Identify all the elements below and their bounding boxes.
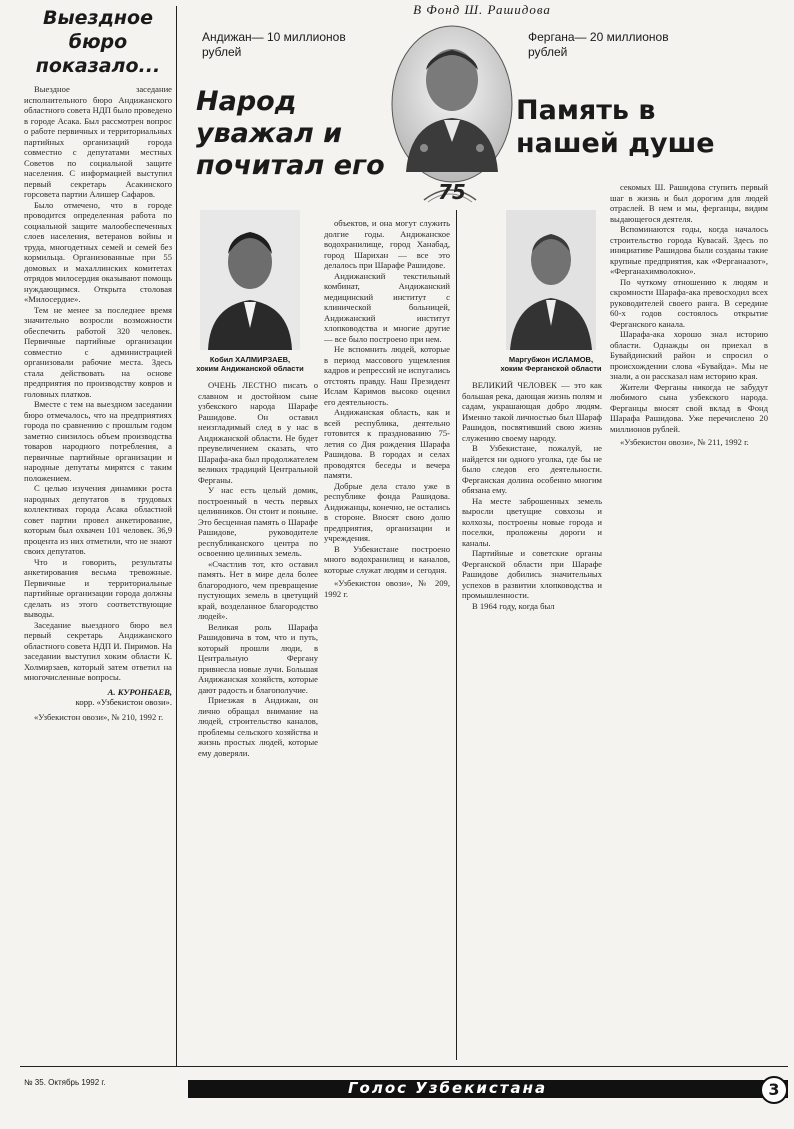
paragraph: На месте заброшенных земель выросли цветущие совхозы и колхозы, построены новые города и поселки, проложены дороги и каналы. — [462, 495, 602, 548]
headline-right: Память в нашей душе — [516, 95, 715, 159]
paragraph: В Узбекистане, пожалуй, не найдется ни одного уголка, где бы не было следов его деятельности. Ферганская долина особенно многим обязана ему. — [462, 443, 602, 495]
medal-number: 75 — [438, 180, 466, 204]
paragraph: Вместе с тем на выездном заседании бюро отмечалось, что на предприятиях города по сравнению с прошлым годом заметно снизилось объем производства товаров народного потребления, а первичные партийные организации и народные депутаты мирятся с таким положением. — [24, 399, 172, 483]
paragraph: ОЧЕНЬ ЛЕСТНО писать о славном и достойном сыне узбекского народа Шарафе Рашидове. Он оставил неизгладимый след в у нас в Андижанской области. Не будет преувеличением сказать, что Шарафа-ака был продолжателем великих традиций Центральной Ферганы. — [198, 380, 318, 485]
halmirzaev-photo — [200, 210, 300, 350]
fund-banner: В Фонд Ш. Рашидова — [413, 2, 551, 17]
caption-right — [494, 355, 608, 373]
paragraph: Добрые дела стало уже в республике фонда Рашидова. Андижанцы, конечно, не остались в стороне. Вносят свою долю предприятия, организации и учреждения. — [324, 480, 450, 543]
caption-left-role: хоким Андижанской области — [196, 364, 304, 373]
paragraph: У нас есть целый домик, построенный в честь первых целинников. Он стоит и поныне. Это бесценная память о Шарафе Рашидове, руководителе республиканского центра по освоению целинных земель. — [198, 485, 318, 558]
caption-left-name: Кобил ХАЛМИРЗАЕВ, — [209, 355, 291, 364]
signature-name: А. КУРОНБАЕВ, — [107, 686, 172, 697]
fergana-source: «Узбекистон овози», № 211, 1992 г. — [620, 437, 749, 447]
caption-right-name: Маргубжон ИСЛАМОВ, — [508, 355, 594, 364]
paragraph: По чуткому отношению к людям и скромности Шарафа-ака превосходил всех руководителей своего ранга. В середине 60-х годов состоялось открытие Ферганского канала. — [610, 276, 768, 329]
column-divider — [456, 210, 457, 1060]
fergana-column-2 — [610, 182, 768, 448]
paragraph: «Счастлив тот, кто оставил память. Нет в мире дела более благородного, чем превращение пустующих земель в цветущий край, возделанное благородство людей». — [198, 558, 318, 621]
column-divider — [176, 6, 177, 1066]
left-headline: Выездное бюро показало... — [35, 7, 161, 77]
paragraph: В Узбекистане построено много водохранилищ и каналов, которые служат людям и сегодня. — [324, 543, 450, 575]
paragraph: Жители Ферганы никогда не забудут любимого сына узбекского народа. Ферганцы вносят свой вклад в Фонд Шарафа Рашидова. Уже перечислено 20 миллионов рублей. — [610, 381, 768, 434]
paragraph: секомых Ш. Рашидова ступить первый шаг в жизнь и был дорогим для людей отраслей. В нем и мы, ферганцы, видим выдающегося деятеля. — [610, 182, 768, 224]
paragraph: Шарафа-ака хорошо знал историю области. Однажды он приехал в Бувайдинский район и спросил о происхождении слова «Бувайда». Мы не знали, а он рассказал нам историю края. — [610, 329, 768, 381]
left-article-body — [24, 84, 172, 683]
issue-date: № 35. Октябрь 1992 г. — [24, 1078, 106, 1087]
signature-role: корр. «Узбекистон овози». — [75, 697, 172, 707]
paragraph: Тем не менее за последнее время значительно возросли возможности обеспечить работой 320 человек. Первичные партийные организации совместно с администрацией организовали рабочие места. Здесь стала действовать на основе предприятия по производству ковров и головных платков. — [24, 304, 172, 399]
paragraph: Великая роль Шарафа Рашидовича в том, что и путь, который прошли люди, в Центральную Фергану привнесла новые лучи. Большая Андижанская хозяйств, которые дают радость и благополучие. — [198, 621, 318, 695]
headline-left: Народ уважал и почитал его — [196, 86, 385, 181]
paragraph: Было отмечено, что в городе проводится определенная работа по социальной защите малообеспеченных слоев населения, ветеранов войны и труда, многодетных семей и семей без кормильца. Организованные при 55 домовых и махаллинских комитетах отрядов милосердия оказывают помощь нуждающимся. Открыта столовая «Милосердие». — [24, 199, 172, 304]
paragraph: Приезжая в Андижан, он лично обращал внимание на людей, строительство каналов, проблемы сельского хозяйства и жизнь простых людей, которые ему доверяли. — [198, 695, 318, 758]
paragraph: Партийные и советские органы Ферганской области при Шарафе Рашидове добились значительных успехов в развитии хлопководства и промышленности. — [462, 548, 602, 600]
bottom-rule — [20, 1066, 788, 1067]
andijan-column-1 — [198, 380, 318, 758]
caption-right-role: хоким Ферганской области — [500, 364, 602, 373]
left-article — [24, 6, 172, 722]
paragraph: ВЕЛИКИЙ ЧЕЛОВЕК — это как большая река, дающая жизнь полям и садам, украшающая добро людям. Именно такой личностью был Шараф Рашидов, посвятивший свою жизнь служению своему народу. — [462, 380, 602, 443]
paragraph: Андижанская область, как и всей республика, деятельно готовится к празднованию 75-летия со Дня рождения Шарафа Рашидова. В городах и селах проводятся беседы и вечера памяти. — [324, 407, 450, 480]
paragraph: Что и говорить, результаты анкетирования весьма тревожные. Первичные и территориальные партийные организации города должны сделать из этого соответствующие выводы. — [24, 556, 172, 619]
andijan-source: «Узбекистон овози», № 209, 1992 г. — [324, 578, 450, 599]
paragraph: Выездное заседание исполнительного бюро Андижанского областного совета НДП было проведено в городе Асака. Был рассмотрен вопрос о работе первичных и территориальных партийных организаций города совместно с депутатами местных Советов по социальной защите населения. С информацией выступил первый секретарь Асакинского горсовета партии Алишер Сафаров. — [24, 84, 172, 199]
rashidov-portrait — [388, 22, 516, 202]
newspaper-title: Голос Узбекистана — [348, 1079, 548, 1097]
islamov-photo — [506, 210, 596, 350]
left-signature — [24, 687, 172, 708]
paragraph: Не вспомнить людей, которые в период массового ущемления кадров и репрессий не испугались отстоять правду. Наш Президент Ислам Каримов высоко оценил его деятельность. — [324, 344, 450, 407]
paragraph: Вспоминаются годы, когда началось строительство города Кувасай. Здесь по инициативе Рашидова были созданы такие крупные предприятия, как «Ферганаазот», «Ферганахимволокно». — [610, 224, 768, 276]
paragraph: Заседание выездного бюро вел первый секретарь Андижанского областного совета НДП И. Пиримов. На заседании выступил хоким области К. Холмирзаев, который затем ответил на многочисленные вопросы. — [24, 619, 172, 682]
fergana-column-1 — [462, 380, 602, 611]
page-footer — [18, 1076, 788, 1098]
paragraph: С целью изучения динамики роста народных депутатов в трудовых коллективах города Асака областной совет партии провел анкетирование, которым был охвачен 101 человек. 36,9 процента из них отметили, что не знают своих депутатов. — [24, 483, 172, 556]
paragraph: объектов, и она могут служить долгие годы. Андижанское водохранилище, город Ханабад, город Шарихан — все это делалось при Шарафе Рашидове. — [324, 218, 450, 270]
sub-left: Андижан— 10 миллионов рублей — [202, 30, 346, 59]
paragraph: В 1964 году, когда был — [472, 600, 555, 611]
paragraph: Андижанский текстильный комбинат, Андижанский медицинский институт с клинической больницей, Андижанский институт хлопководства и многие другие — все было построено при нем. — [324, 270, 450, 344]
anniversary-medal-icon — [418, 178, 482, 208]
left-source: «Узбекистон овози», № 210, 1992 г. — [34, 711, 164, 722]
sub-right: Фергана— 20 миллионов рублей — [528, 30, 669, 59]
caption-left — [196, 355, 304, 373]
page-number: 3 — [760, 1076, 788, 1104]
andijan-column-2 — [324, 218, 450, 599]
